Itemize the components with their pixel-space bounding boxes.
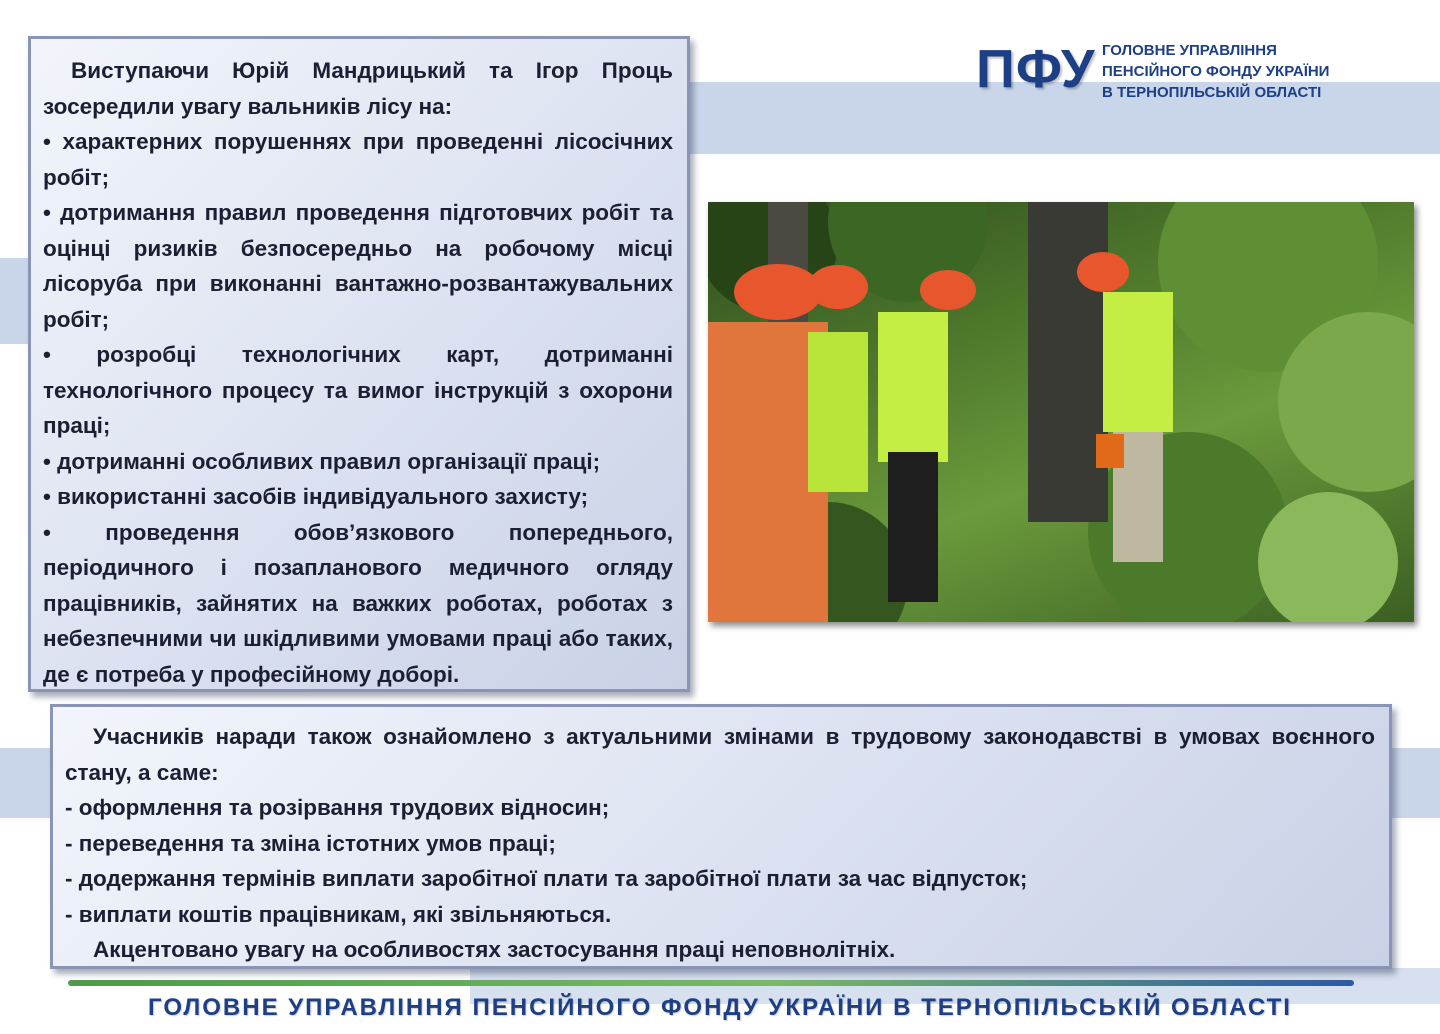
list-item: - додержання термінів виплати заробітної плати та заробітної плати за час відпусток; [65, 866, 1028, 891]
list-item: • характерних порушеннях при проведенні лісосічних робіт; [43, 129, 673, 190]
intro-paragraph: Виступаючи Юрій Мандрицький та Ігор Проць зосередили увагу вальників лісу на: [43, 58, 673, 119]
speakers-text-panel [28, 36, 690, 692]
org-line-2: ПЕНСІЙНОГО ФОНДУ УКРАЇНИ [1102, 63, 1330, 80]
org-line-3: В ТЕРНОПІЛЬСЬКІЙ ОБЛАСТІ [1102, 84, 1322, 101]
footer-org-name: ГОЛОВНЕ УПРАВЛІННЯ ПЕНСІЙНОГО ФОНДУ УКРАЇНИ В ТЕРНОПІЛЬСЬКІЙ ОБЛАСТІ [148, 994, 1292, 1021]
speakers-text [43, 53, 673, 692]
list-item: • дотримання правил проведення підготовчих робіт та оцінці ризиків безпосередньо на робочому місці лісоруба при виконанні вантажно-розвантажувальних робіт; [43, 200, 673, 332]
legislation-text [65, 719, 1375, 968]
list-item: • проведення обов’язкового попереднього, періодичного і позапланового медичного огляду працівників, зайнятих на важких роботах, роботах з небезпечними чи шкідливими умовами праці або таких, де є потреба у професійному доборі. [43, 519, 673, 687]
list-item: - виплати коштів працівникам, які звільняються. [65, 901, 612, 927]
footer-divider [68, 980, 1354, 986]
intro-paragraph: Учасників наради також ознайомлено з актуальними змінами в трудовому законодавстві в умовах воєнного стану, а саме: [65, 724, 1375, 785]
forest-workers-photo [708, 202, 1414, 622]
list-item: - переведення та зміна істотних умов праці; [65, 830, 556, 856]
org-name [1102, 40, 1329, 103]
pfu-logo: ПФУ [976, 39, 1096, 99]
list-item: • використанні засобів індивідуального захисту; [43, 484, 589, 509]
legislation-text-panel [50, 704, 1392, 969]
closing-paragraph: Акцентовано увагу на особливостях застосування праці неповнолітніх. [93, 937, 896, 962]
org-line-1: ГОЛОВНЕ УПРАВЛІННЯ [1102, 42, 1277, 59]
list-item: • розробці технологічних карт, дотриманні технологічного процесу та вимог інструкцій з охорони праці; [43, 342, 673, 438]
list-item: - оформлення та розірвання трудових відносин; [65, 795, 610, 820]
list-item: • дотриманні особливих правил організації праці; [43, 448, 601, 474]
photo-illustration [708, 202, 1414, 622]
decor-band-left [0, 258, 30, 344]
